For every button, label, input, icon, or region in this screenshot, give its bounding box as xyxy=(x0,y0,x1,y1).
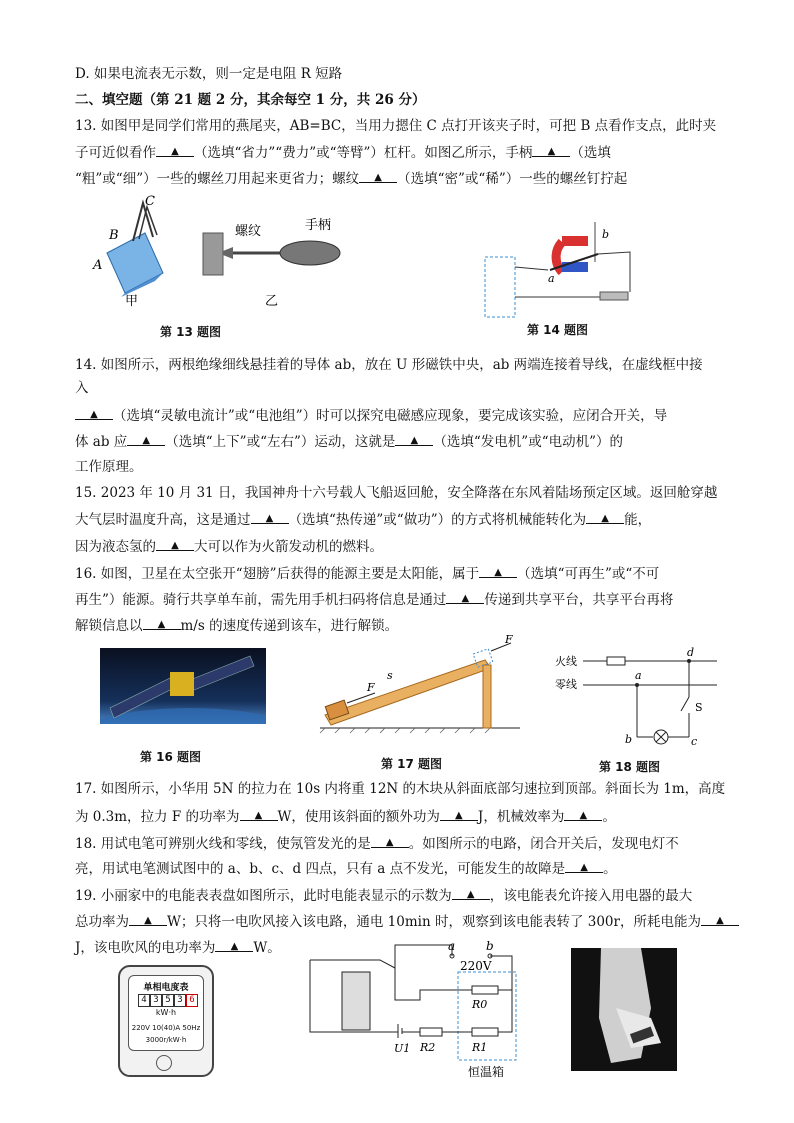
label-s: s xyxy=(387,669,393,682)
meter-title: 单相电度表 xyxy=(143,983,189,993)
q18-line1: 18. 用试电笔可辨别火线和零线，使氖管发光的是▲ 。如图所示的电路，闭合开关后，发现电灯不 xyxy=(75,833,679,854)
meter-spec1: 220V 10(40)A 50Hz xyxy=(131,1024,201,1032)
fuse xyxy=(607,657,625,665)
q19-line2: 总功率为▲ W；只将一电吹风接入该电路，通电 10min 时，观察到该电能表转了 300r，所耗电能为▲ xyxy=(75,911,739,932)
label-c: c xyxy=(691,735,698,745)
q14-line5: 工作原理。 xyxy=(75,459,143,475)
q19-line1: 19. 小丽家中的电能表表盘如图所示，此时电能表显示的示数为▲ ，该电能表允许接入用电器的最大 xyxy=(75,885,692,906)
label-shoubing: 手柄 xyxy=(305,218,332,233)
q14-line4: 体 ab 应▲ （选填“上下”或“左右”）运动，这就是▲ （选填“发电机”或“电动机”）的 xyxy=(75,431,623,452)
label-yi: 乙 xyxy=(265,294,279,308)
label-f-bottom: F xyxy=(367,681,375,694)
answer-blank[interactable] xyxy=(129,911,167,926)
meter-digit: 4 xyxy=(138,994,150,1007)
figure-13 xyxy=(85,193,355,308)
electromagnet xyxy=(342,972,370,1030)
answer-blank[interactable] xyxy=(371,833,409,848)
q13-line3: “粗”或“细”）一些的螺丝刀用起来更省力；螺纹▲ （选填“密”或“稀”）一些的螺丝钉拧起 xyxy=(75,168,627,189)
label-b: b xyxy=(625,733,633,745)
label-f-top: F xyxy=(505,635,513,646)
answer-blank[interactable] xyxy=(440,806,478,821)
label-c: C xyxy=(145,194,155,209)
label-s: S xyxy=(695,701,703,714)
answer-blank[interactable] xyxy=(479,563,517,578)
q16-line2: 再生”）能源。骑行共享单车前，需先用手机扫码将信息是通过▲ 传递到共享平台，共享平台再将 xyxy=(75,589,673,610)
label-a: A xyxy=(93,258,103,273)
section-heading: 二、填空题（第 21 题 2 分，其余每空 1 分，共 26 分） xyxy=(75,92,426,108)
meter-digit: 5 xyxy=(162,994,174,1007)
electric-meter xyxy=(118,965,214,1077)
figure-17 xyxy=(315,635,525,735)
answer-blank[interactable] xyxy=(532,142,570,157)
answer-blank[interactable] xyxy=(564,806,602,821)
caption-14: 第 14 题图 xyxy=(527,323,589,337)
binder-clip-image xyxy=(107,203,163,297)
answer-blank[interactable] xyxy=(75,405,113,420)
q14-line3: ▲（选填“灵敏电流计”或“电池组”）时可以探究电磁感应现象，要完成该实验，应闭合开关，导 xyxy=(75,405,667,426)
label-a: a xyxy=(448,940,456,953)
label-d: d xyxy=(687,646,695,659)
answer-blank[interactable] xyxy=(240,806,278,821)
q13-line2: 子可近似看作▲ （选填“省力”“费力”或“等臂”）杠杆。如图乙所示，手柄▲ （选填 xyxy=(75,142,611,163)
resistor-r1 xyxy=(472,1028,498,1036)
q16-line1: 16. 如图，卫星在太空张开“翅膀”后获得的能源主要是太阳能，属于▲ （选填“可再生”或“不可 xyxy=(75,563,659,584)
label-a: a xyxy=(548,272,555,285)
answer-blank[interactable] xyxy=(143,615,181,630)
label-huoxian: 火线 xyxy=(555,655,577,668)
label-lingxian: 零线 xyxy=(555,678,577,691)
label-r0: R0 xyxy=(472,998,488,1011)
figure-14 xyxy=(480,222,650,322)
rheostat-r2 xyxy=(420,1028,442,1036)
answer-blank[interactable] xyxy=(395,431,433,446)
switch-s xyxy=(681,697,689,711)
figure-16-satellite-photo xyxy=(100,648,266,724)
answer-blank[interactable] xyxy=(586,509,624,524)
q15-line2: 大气层时温度升高，这是通过▲ （选填“热传递”或“做功”）的方式将机械能转化为▲ 能， xyxy=(75,509,651,530)
caption-13: 第 13 题图 xyxy=(160,325,222,339)
q16-line3: 解锁信息以▲ m/s 的速度传递到该车，进行解锁。 xyxy=(75,615,398,636)
label-u1: U1 xyxy=(394,1042,411,1055)
caption-18: 第 18 题图 xyxy=(599,760,661,774)
meter-digit: 6 xyxy=(186,994,198,1007)
label-luowen: 螺纹 xyxy=(235,224,262,239)
label-r1: R1 xyxy=(472,1041,488,1054)
q18-line2: 亮，用试电笔测试图中的 a、b、c、d 四点，只有 a 点不发光，可能发生的故障是▲ 。 xyxy=(75,858,617,879)
q15-line3: 因为液态氢的▲ 大可以作为火箭发动机的燃料。 xyxy=(75,536,383,557)
q14-line1: 14. 如图所示，两根绝缘细线悬挂着的导体 ab，放在 U 形磁铁中央，ab 两端连接着导线，在虚线框中接 xyxy=(75,357,703,373)
q17-line2: 为 0.3m，拉力 F 的功率为▲ W，使用该斜面的额外功为▲ J，机械效率为▲ 。 xyxy=(75,806,616,827)
answer-blank[interactable] xyxy=(452,885,490,900)
answer-blank[interactable] xyxy=(701,911,739,926)
label-b: b xyxy=(486,940,494,953)
meter-spec2: 3000r/kW·h xyxy=(145,1036,187,1044)
meter-digit: 3 xyxy=(174,994,186,1007)
label-b: b xyxy=(602,228,610,241)
meter-unit: kW·h xyxy=(155,1008,177,1017)
answer-blank[interactable] xyxy=(215,937,253,952)
caption-17: 第 17 题图 xyxy=(381,757,443,771)
answer-blank[interactable] xyxy=(156,142,194,157)
label-box: 恒温箱 xyxy=(468,1065,505,1078)
answer-blank[interactable] xyxy=(446,589,484,604)
q19-line3: J，该电吹风的电功率为▲ W。 xyxy=(75,937,281,958)
answer-blank[interactable] xyxy=(565,858,603,873)
caption-16: 第 16 题图 xyxy=(140,750,202,764)
answer-blank[interactable] xyxy=(127,431,165,446)
label-220v: 220V xyxy=(460,959,492,973)
screwdriver-image xyxy=(203,233,340,275)
figure-thermostat-circuit xyxy=(300,940,525,1078)
answer-blank[interactable] xyxy=(251,509,289,524)
q14-line2: 入 xyxy=(75,380,89,396)
dashed-box xyxy=(485,257,515,317)
meter-digit: 3 xyxy=(150,994,162,1007)
answer-blank[interactable] xyxy=(359,168,397,183)
option-d: D. 如果电流表无示数，则一定是电阻 R 短路 xyxy=(75,66,343,82)
label-b: B xyxy=(109,228,119,243)
q15-line1: 15. 2023 年 10 月 31 日，我国神舟十六号载人飞船返回舱，安全降落在东风着陆场预定区域。返回舱穿越 xyxy=(75,485,718,501)
label-r2: R2 xyxy=(420,1041,436,1054)
label-jia: 甲 xyxy=(125,294,139,308)
meter-knob xyxy=(156,1055,172,1071)
resistor-r0 xyxy=(472,986,498,994)
switch xyxy=(600,292,628,300)
q17-line1: 17. 如图所示，小华用 5N 的拉力在 10s 内将重 12N 的木块从斜面底部匀速拉到顶部。斜面长为 1m，高度 xyxy=(75,781,726,797)
q13-line1: 13. 如图甲是同学们常用的燕尾夹，AB=BC，当用力摁住 C 点打开该夹子时，可把 B 点看作支点，此时夹 xyxy=(75,118,717,134)
figure-18 xyxy=(555,645,720,745)
label-a: a xyxy=(635,669,642,682)
photo-hand-tester xyxy=(571,948,677,1071)
answer-blank[interactable] xyxy=(156,536,194,551)
meter-digits xyxy=(138,994,198,1007)
